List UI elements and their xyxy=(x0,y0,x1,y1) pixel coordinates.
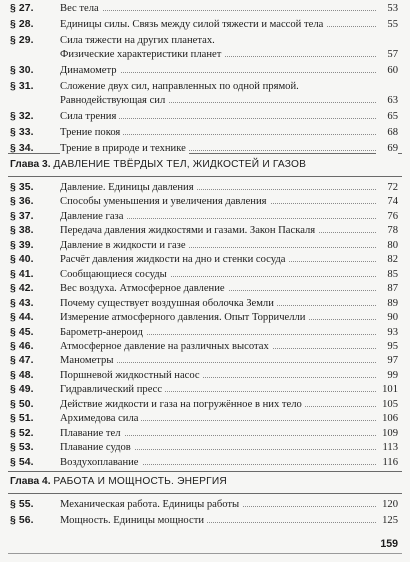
section-title: Действие жидкости и газа на погружённое в них тело xyxy=(60,398,305,412)
section-number: § 44. xyxy=(10,312,34,324)
page-ref: 65 xyxy=(376,110,398,124)
section-number: § 52. xyxy=(10,427,34,439)
section-title: Почему существует воздушная оболочка Земли xyxy=(60,297,277,311)
page-ref: 120 xyxy=(376,498,398,512)
page-ref: 53 xyxy=(376,2,398,16)
toc-entry xyxy=(0,427,410,441)
section-number: § 39. xyxy=(10,239,34,251)
page-ref: 116 xyxy=(376,456,398,470)
toc-entry xyxy=(0,498,410,512)
chapter3-bottom-rule xyxy=(8,176,402,177)
chapter3-label: Глава 3. xyxy=(10,159,51,170)
section-number: § 50. xyxy=(10,398,34,410)
chapter4-top-rule xyxy=(8,471,402,472)
page-ref: 89 xyxy=(376,297,398,311)
section-number: § 27. xyxy=(10,3,34,14)
page-ref: 105 xyxy=(376,398,398,412)
toc-entry xyxy=(0,412,410,426)
toc-entry xyxy=(0,326,410,340)
section-number: § 46. xyxy=(10,340,34,352)
section-title: Единицы силы. Связь между силой тяжести и массой тела xyxy=(60,18,326,32)
section-number: § 37. xyxy=(10,210,34,222)
section-number: § 43. xyxy=(10,297,34,309)
page-ref: 57 xyxy=(376,48,398,62)
section-number: § 51. xyxy=(10,413,34,425)
page-ref: 95 xyxy=(376,340,398,354)
section-title: Архимедова сила xyxy=(60,412,141,426)
toc-entry xyxy=(0,64,410,78)
page-ref: 69 xyxy=(376,142,398,156)
section-number: § 31. xyxy=(10,81,34,93)
page-ref: 113 xyxy=(376,441,398,455)
section-title: Гидравлический пресс xyxy=(60,383,165,397)
toc-entry xyxy=(0,18,410,32)
section-title: Сообщающиеся сосуды xyxy=(60,268,170,282)
section-title: Атмосферное давление на различных высотах xyxy=(60,340,272,354)
page-ref: 55 xyxy=(376,18,398,32)
page-number: 159 xyxy=(380,538,398,550)
toc-entry xyxy=(0,514,410,528)
section-title: Сила трения xyxy=(60,110,119,124)
chapter3-heading xyxy=(10,157,400,173)
section-title: Трение в природе и технике xyxy=(60,142,189,156)
section-number: § 28. xyxy=(10,19,34,30)
section-title: Измерение атмосферного давления. Опыт Торричелли xyxy=(60,311,308,325)
section-number: § 36. xyxy=(10,196,34,208)
section-number: § 56. xyxy=(10,515,34,527)
chapter4-title: РАБОТА И МОЩНОСТЬ. ЭНЕРГИЯ xyxy=(53,476,227,487)
toc-entry xyxy=(0,239,410,253)
section-title: Сила тяжести на других планетах. xyxy=(60,35,215,46)
toc-entry xyxy=(0,297,410,311)
dot-leader xyxy=(60,10,378,11)
page-ref: 76 xyxy=(376,210,398,224)
chapter4-bottom-rule xyxy=(8,493,402,494)
section-title: Вес тела xyxy=(60,2,102,16)
page-ref: 78 xyxy=(376,224,398,238)
section-number: § 41. xyxy=(10,268,34,280)
page-ref: 97 xyxy=(376,354,398,368)
section-title: Манометры xyxy=(60,354,116,368)
section-number: § 49. xyxy=(10,384,34,396)
section-number: § 53. xyxy=(10,442,34,454)
toc-entry xyxy=(0,253,410,267)
page-ref: 72 xyxy=(376,181,398,195)
section-title-continued: Равнодействующая сил xyxy=(60,94,168,108)
toc-entry xyxy=(0,268,410,282)
page-ref: 60 xyxy=(376,64,398,78)
page-ref: 87 xyxy=(376,282,398,296)
section-title: Поршневой жидкостный насос xyxy=(60,369,203,383)
section-title: Барометр-анероид xyxy=(60,326,146,340)
page-ref: 109 xyxy=(376,427,398,441)
section-number: § 47. xyxy=(10,355,34,367)
section-number: § 45. xyxy=(10,326,34,338)
section-title: Расчёт давления жидкости на дно и стенки сосуда xyxy=(60,253,288,267)
chapter4-label: Глава 4. xyxy=(10,476,51,487)
toc-entry xyxy=(0,34,410,61)
page-bottom-rule xyxy=(8,553,402,554)
section-number: § 42. xyxy=(10,283,34,295)
section-title: Плавание тел xyxy=(60,427,124,441)
toc-entry xyxy=(0,195,410,209)
toc-entry xyxy=(0,181,410,195)
toc-entry xyxy=(0,383,410,397)
toc-entry xyxy=(0,142,410,156)
section-title: Вес воздуха. Атмосферное давление xyxy=(60,282,228,296)
toc-entry xyxy=(0,126,410,140)
page-ref: 106 xyxy=(376,412,398,426)
toc-entry xyxy=(0,354,410,368)
section-title: Плавание судов xyxy=(60,441,134,455)
page-ref: 80 xyxy=(376,239,398,253)
page-ref: 90 xyxy=(376,311,398,325)
page-ref: 125 xyxy=(376,514,398,528)
section-number: § 55. xyxy=(10,499,34,510)
toc-entry xyxy=(0,340,410,354)
toc-entry xyxy=(0,398,410,412)
section-title-continued: Физические характеристики планет xyxy=(60,48,224,62)
page-ref: 68 xyxy=(376,126,398,140)
page-ref: 74 xyxy=(376,195,398,209)
section-title: Давление. Единицы давления xyxy=(60,181,197,195)
page-ref: 63 xyxy=(376,94,398,108)
section-title: Передача давления жидкостями и газами. Закон Паскаля xyxy=(60,224,318,238)
section-title: Давление в жидкости и газе xyxy=(60,239,189,253)
section-title: Воздухоплавание xyxy=(60,456,142,470)
toc-entry xyxy=(0,210,410,224)
toc-entry xyxy=(0,282,410,296)
chapter3-title: ДАВЛЕНИЕ ТВЁРДЫХ ТЕЛ, ЖИДКОСТЕЙ И ГАЗОВ xyxy=(53,159,307,170)
toc-entry xyxy=(0,2,410,16)
section-title: Механическая работа. Единицы работы xyxy=(60,498,242,512)
section-number: § 54. xyxy=(10,456,34,468)
section-number: § 48. xyxy=(10,369,34,381)
page-ref: 99 xyxy=(376,369,398,383)
page-ref: 82 xyxy=(376,253,398,267)
section-number: § 38. xyxy=(10,225,34,237)
section-title: Способы уменьшения и увеличения давления xyxy=(60,195,270,209)
toc-entry xyxy=(0,80,410,107)
section-number: § 30. xyxy=(10,65,34,77)
section-number: § 34. xyxy=(10,143,34,155)
toc-entry xyxy=(0,311,410,325)
toc-entry xyxy=(0,110,410,124)
page-ref: 85 xyxy=(376,268,398,282)
chapter4-heading xyxy=(10,474,400,490)
section-number: § 40. xyxy=(10,254,34,266)
toc-entry xyxy=(0,441,410,455)
page-ref: 93 xyxy=(376,326,398,340)
section-title: Трение покоя xyxy=(60,126,123,140)
section-number: § 33. xyxy=(10,127,34,139)
section-number: § 35. xyxy=(10,182,34,193)
section-number: § 29. xyxy=(10,35,34,46)
toc-entry xyxy=(0,224,410,238)
section-title: Сложение двух сил, направленных по одной прямой. xyxy=(60,81,299,93)
section-number: § 32. xyxy=(10,111,34,123)
toc-entry xyxy=(0,456,410,470)
section-title: Давление газа xyxy=(60,210,126,224)
section-title: Мощность. Единицы мощности xyxy=(60,514,207,528)
toc-entry xyxy=(0,369,410,383)
page-ref: 101 xyxy=(376,383,398,397)
section-title: Динамометр xyxy=(60,64,120,78)
